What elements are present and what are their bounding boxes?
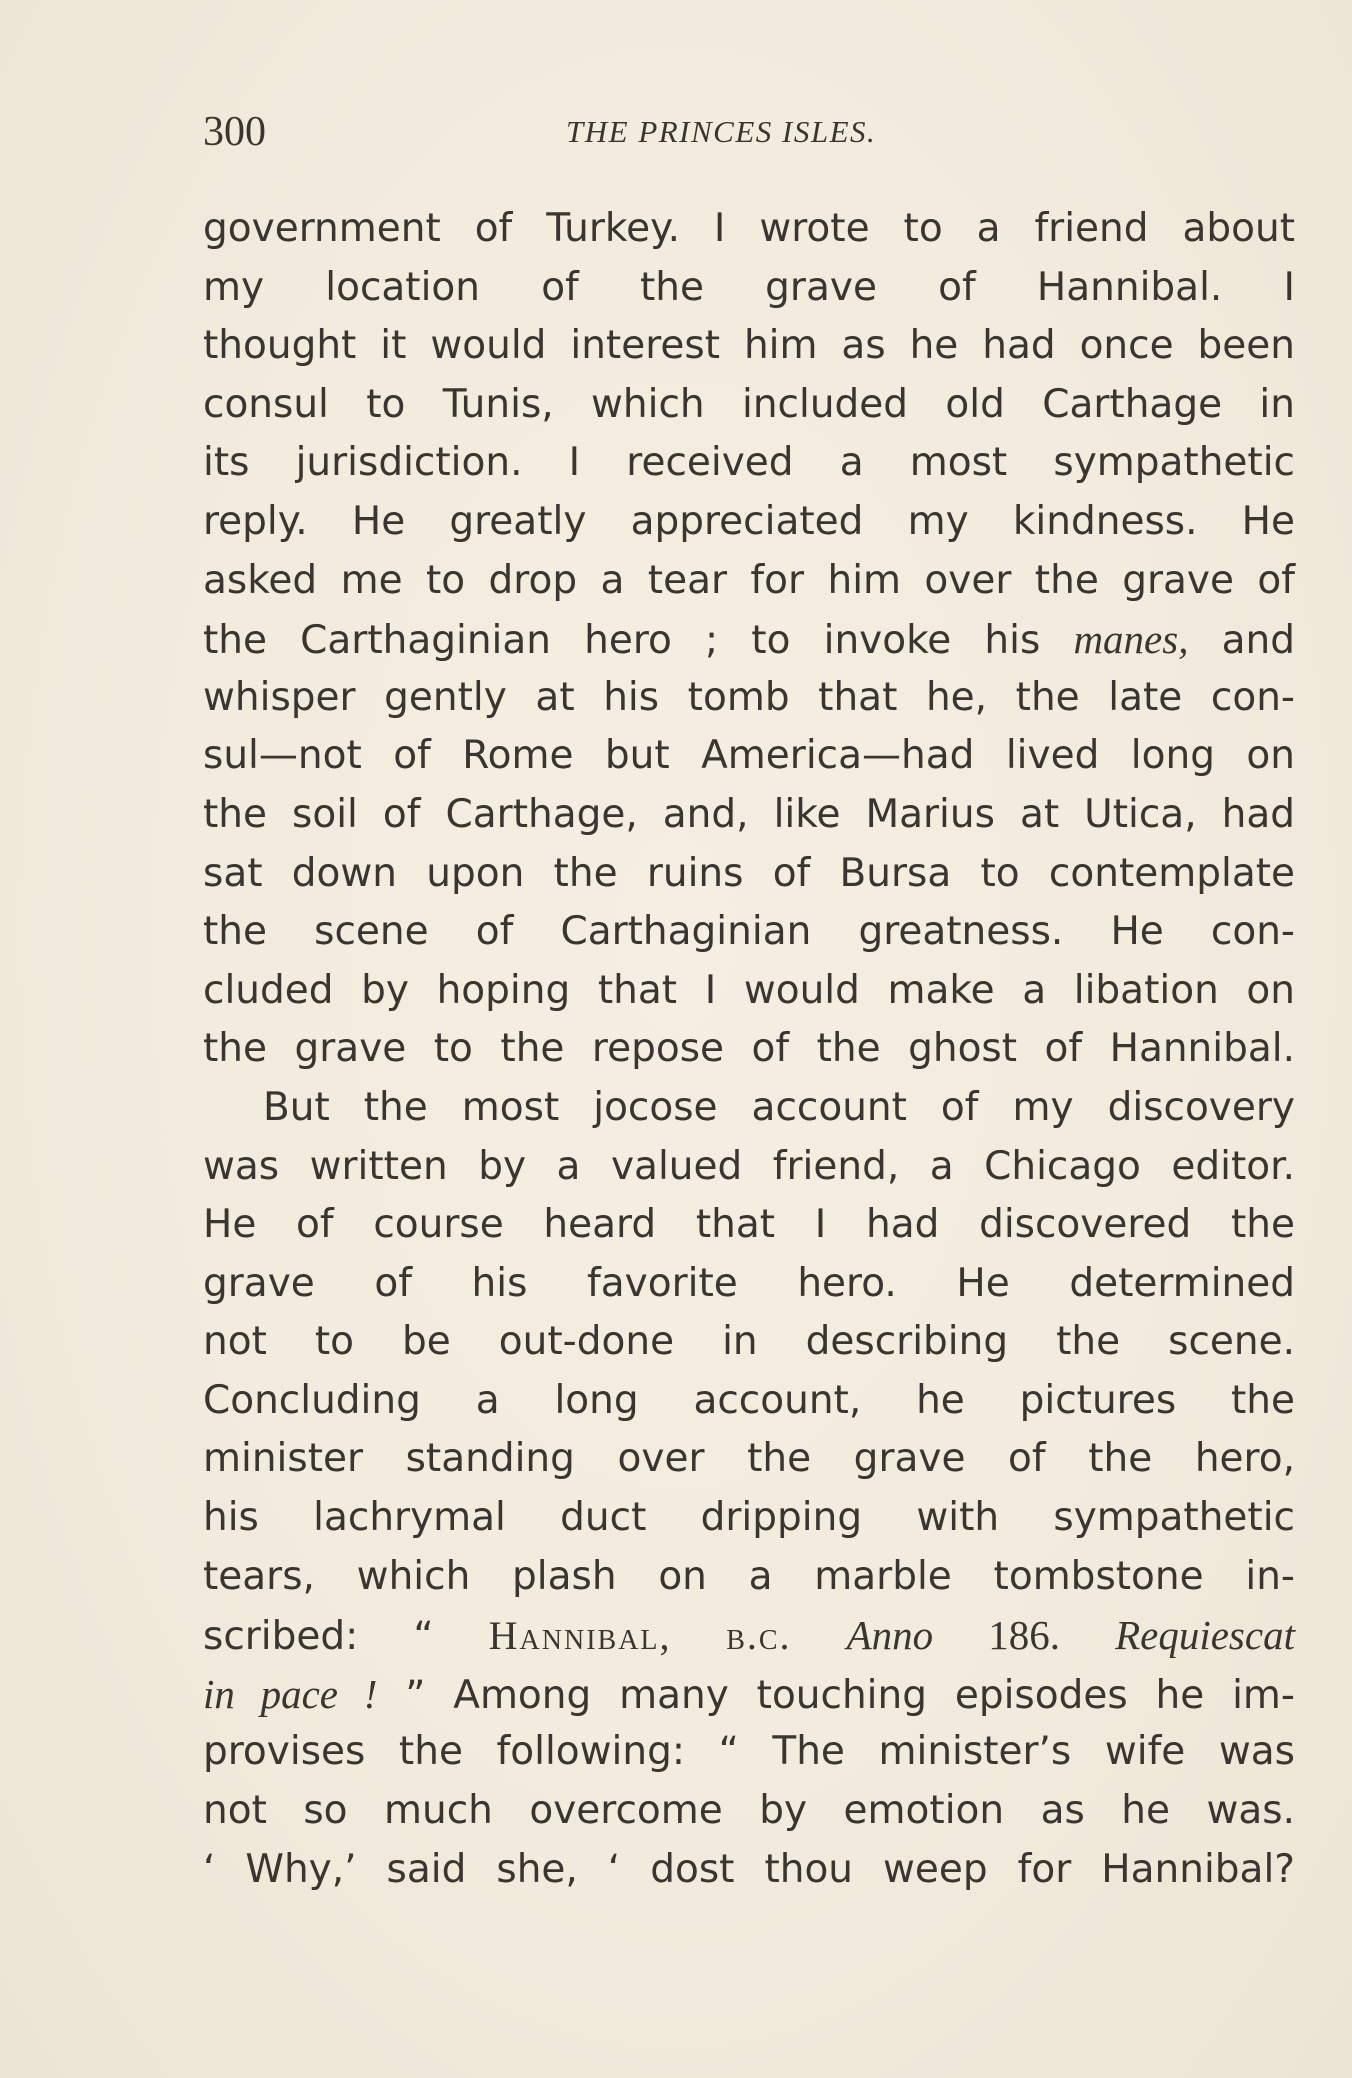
text-line: my location of the grave of Hannibal. I [203, 264, 1295, 310]
text-line: ‘ Why,’ said she, ‘ dost thou weep for Hannibal? [203, 1846, 1295, 1892]
text-line: was written by a valued friend, a Chicago editor. [203, 1143, 1295, 1189]
text-run: scribed: “ [203, 1614, 489, 1660]
text-line: sul—not of Rome but America—had lived long on [203, 733, 1295, 779]
italic-word: manes, [1073, 616, 1189, 663]
body-text [203, 200, 1295, 1899]
text-run: and [1188, 618, 1295, 664]
italic-word: Anno [846, 1612, 934, 1659]
text-line [203, 1665, 1295, 1724]
text-line: the grave to the repose of the ghost of Hannibal. [203, 1026, 1295, 1072]
text-line: consul to Tunis, which included old Carthage in [203, 381, 1295, 427]
text-line: minister standing over the grave of the hero, [203, 1436, 1295, 1482]
text-line: grave of his favorite hero. He determined [203, 1260, 1295, 1306]
italic-word: Requiescat [1115, 1612, 1295, 1659]
running-title: THE PRINCES ISLES. [566, 114, 877, 149]
page-number: 300 [203, 109, 266, 155]
text-line: reply. He greatly appreciated my kindness. He [203, 498, 1295, 544]
text-line: his lachrymal duct dripping with sympathetic [203, 1495, 1295, 1541]
text-line: not so much overcome by emotion as he was. [203, 1788, 1295, 1834]
text-line: government of Turkey. I wrote to a friend about [203, 206, 1295, 251]
text-line: provises the following: “ The minister’s wife was [203, 1729, 1295, 1775]
text-line: not to be out-done in describing the scene. [203, 1319, 1295, 1365]
italic-word: in pace ! [203, 1670, 378, 1717]
text-line: its jurisdiction. I received a most sympathetic [203, 440, 1295, 486]
text-run [792, 1614, 847, 1659]
text-line: the soil of Carthage, and, like Marius at Utica, had [203, 791, 1295, 837]
text-line: But the most jocose account of my discovery [263, 1084, 1295, 1130]
text-line [203, 610, 1295, 669]
year-number: 186. [988, 1612, 1060, 1659]
text-line: tears, which plash on a marble tombstone in- [203, 1553, 1295, 1599]
text-line: sat down upon the ruins of Bursa to contemplate [203, 850, 1295, 896]
text-line: asked me to drop a tear for him over the grave of [203, 557, 1295, 603]
text-line: whisper gently at his tomb that he, the late con- [203, 674, 1295, 720]
small-caps-text: Hannibal, b.c. [488, 1613, 792, 1659]
text-line: He of course heard that I had discovered the [203, 1202, 1295, 1248]
text-run: ” Among many touching episodes he im- [377, 1672, 1295, 1718]
text-line: Concluding a long account, he pictures the [203, 1377, 1295, 1423]
text-run [933, 1614, 988, 1659]
text-line: the scene of Carthaginian greatness. He con- [203, 909, 1295, 955]
text-line: cluded by hoping that I would make a libation on [203, 967, 1295, 1013]
text-run [1060, 1614, 1115, 1659]
text-line [203, 1606, 1295, 1665]
text-run: the Carthaginian hero ; to invoke his [203, 618, 1074, 664]
text-line: thought it would interest him as he had once been [203, 323, 1295, 369]
